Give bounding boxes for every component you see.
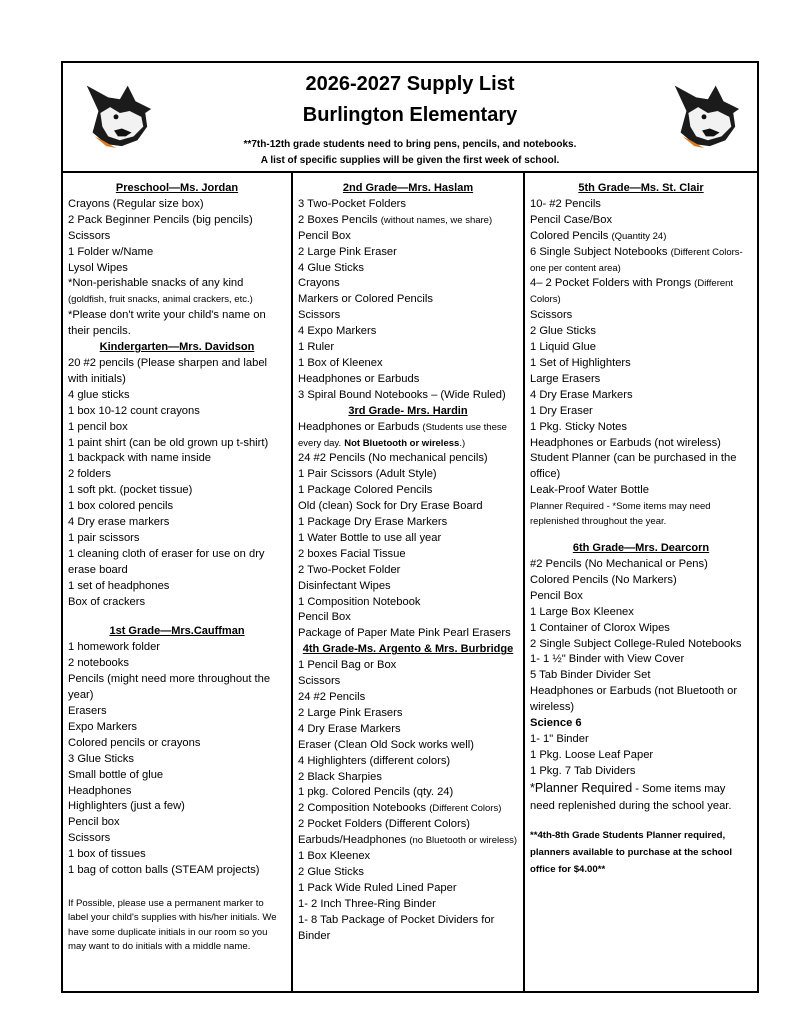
- list-item-text: 2 Boxes Pencils: [298, 213, 378, 226]
- list-item: 3 Two-Pocket Folders: [298, 197, 406, 210]
- list-item: 2 Two-Pocket Folder: [298, 563, 401, 576]
- list-item: 1 Water Bottle to use all year: [298, 531, 442, 544]
- list-item-note: (Quantity 24): [611, 230, 667, 242]
- list-item: (goldfish, fruit snacks, animal crackers, etc.): [68, 294, 253, 306]
- list-item: 1 Liquid Glue: [530, 341, 596, 354]
- list-item: 1 Ruler: [298, 341, 335, 354]
- list-item: 1 backpack with name inside: [68, 452, 212, 465]
- list-item: Pencils (might need more throughout the year): [68, 673, 271, 702]
- list-item: 1 Pkg. Loose Leaf Paper: [530, 748, 654, 761]
- list-item: 2 folders: [68, 468, 111, 481]
- list-item: Lysol Wipes: [68, 261, 128, 274]
- list-item: Disinfectant Wipes: [298, 579, 391, 592]
- list-item: Crayons: [298, 277, 340, 290]
- list-item: [298, 420, 518, 452]
- planner-note: [530, 780, 752, 815]
- header: [63, 63, 757, 173]
- list-item: Small bottle of glue: [68, 768, 164, 781]
- supply-list-frame: [61, 61, 759, 993]
- list-item: 2 Black Sharpies: [298, 770, 382, 783]
- list-item: 20 #2 pencils (Please sharpen and label with initials): [68, 356, 268, 385]
- list-item: 1 Pencil Bag or Box: [298, 659, 397, 672]
- list-item: 1 paint shirt (can be old grown up t-shirt): [68, 436, 269, 449]
- list-item: Scissors: [298, 309, 341, 322]
- list-item: *Please don't write your child's name on their pencils.: [68, 309, 266, 338]
- list-item: Markers or Colored Pencils: [298, 293, 433, 306]
- list-item: 1 Package Dry Erase Markers: [298, 516, 448, 529]
- list-item: 2 Large Pink Eraser: [298, 245, 397, 258]
- list-item-note: (Students use these every day.: [298, 421, 507, 449]
- list-item: 24 #2 Pencils: [298, 691, 366, 703]
- list-item: Headphones or Earbuds (not wireless): [530, 436, 721, 449]
- section-title-third-grade: 3rd Grade- Mrs. Hardin: [348, 404, 468, 417]
- list-item: 3 Glue Sticks: [68, 752, 134, 765]
- list-item: Pencil Case/Box: [530, 213, 613, 226]
- section-title-sixth-grade: 6th Grade—Mrs. Dearcorn: [572, 542, 710, 555]
- list-item: 1- 8 Tab Package of Pocket Dividers for Binder: [298, 913, 495, 942]
- list-item: Headphones or Earbuds (not Bluetooth or wireless): [530, 685, 738, 714]
- list-item: Pencil box: [68, 816, 120, 829]
- list-item: Eraser (Clean Old Sock works well): [298, 738, 474, 751]
- list-item: [530, 229, 752, 245]
- list-item: Scissors: [298, 675, 341, 688]
- list-item: 1- 2 Inch Three-Ring Binder: [298, 897, 436, 910]
- list-item-text: Colored Pencils: [530, 229, 609, 242]
- list-item: 1 Pkg. Sticky Notes: [530, 420, 627, 433]
- list-item: Leak-Proof Water Bottle: [530, 484, 649, 497]
- list-item: Old (clean) Sock for Dry Erase Board: [298, 500, 483, 513]
- list-item: Box of crackers: [68, 595, 146, 608]
- list-item: 3 Spiral Bound Notebooks – (Wide Ruled): [298, 388, 506, 401]
- list-item: 2 Pack Beginner Pencils (big pencils): [68, 213, 253, 226]
- list-item: 1 soft pkt. (pocket tissue): [68, 484, 193, 497]
- list-item: Scissors: [68, 229, 111, 242]
- list-item: [298, 801, 518, 817]
- list-item: Colored pencils or crayons: [68, 736, 201, 749]
- final-note: **4th-8th Grade Students Planner required, planners available to purchase at the school office for $4.00**: [530, 829, 733, 875]
- list-item: Expo Markers: [68, 720, 138, 733]
- list-item: 1- 1" Binder: [530, 733, 589, 745]
- list-item: Student Planner (can be purchased in the office): [530, 452, 737, 481]
- list-item-text: Earbuds/Headphones: [298, 834, 407, 847]
- first-grade-note: If Possible, please use a permanent marker to label your child's supplies with his/her initials. We have some duplicate initials in our room so you may want to do initials with a middle name.: [68, 897, 277, 953]
- list-item: Erasers: [68, 705, 107, 717]
- list-item: 2 Pocket Folders (Different Colors): [298, 818, 471, 831]
- list-item: 1 bag of cotton balls (STEAM projects): [68, 864, 260, 877]
- list-item: [530, 245, 752, 277]
- fifth-grade-note: Planner Required - *Some items may need replenished throughout the year.: [530, 501, 711, 528]
- list-item: Pencil Box: [298, 229, 351, 242]
- list-item: 4 Highlighters (different colors): [298, 754, 451, 767]
- list-item: 1 Box of Kleenex: [298, 356, 383, 369]
- list-item: 10- #2 Pencils: [530, 197, 601, 210]
- list-item: [530, 276, 752, 308]
- list-item: Headphones: [68, 784, 132, 797]
- list-item: 1 Composition Notebook: [298, 595, 421, 608]
- list-item-note-end: .): [459, 437, 466, 449]
- header-note-2: A list of specific supplies will be given the first week of school.: [260, 155, 560, 166]
- section-title-first-grade: 1st Grade—Mrs.Cauffman: [109, 625, 245, 638]
- list-item: Pencil Box: [530, 589, 583, 602]
- list-item: *Non-perishable snacks of any kind: [68, 277, 244, 290]
- husky-mascot-icon: [665, 71, 743, 151]
- list-item: 2 Glue Sticks: [530, 325, 596, 338]
- list-item: #2 Pencils (No Mechanical or Pens): [530, 558, 708, 571]
- list-item: 4 Expo Markers: [298, 325, 377, 338]
- list-item: 4 glue sticks: [68, 388, 130, 401]
- section-title-preschool: Preschool—Ms. Jordan: [115, 182, 239, 194]
- list-item: 1 Container of Clorox Wipes: [530, 621, 670, 634]
- list-item: 1 Pair Scissors (Adult Style): [298, 468, 437, 481]
- list-item: 4 Dry erase markers: [68, 516, 170, 529]
- list-item: 1 box colored pencils: [68, 500, 174, 513]
- list-item: Colored Pencils (No Markers): [530, 573, 677, 586]
- column-second-third-fourth: [293, 173, 525, 991]
- list-item: 1 Large Box Kleenex: [530, 605, 634, 618]
- list-item: 1- 1 ½" Binder with View Cover: [530, 653, 685, 666]
- planner-required: *Planner Required: [530, 780, 633, 795]
- school-name: Burlington Elementary: [302, 104, 518, 126]
- science-title: Science 6: [530, 717, 582, 730]
- list-item: 1 cleaning cloth of eraser for use on dry erase board: [68, 547, 265, 576]
- section-title-kindergarten: Kindergarten—Mrs. Davidson: [99, 341, 255, 354]
- list-item: 2 boxes Facial Tissue: [298, 547, 406, 560]
- list-item: 1 Box Kleenex: [298, 850, 371, 863]
- list-item-text: 4– 2 Pocket Folders with Prongs: [530, 277, 692, 290]
- list-item: Pencil Box: [298, 611, 351, 624]
- list-item: 4 Dry Erase Markers: [298, 722, 401, 735]
- list-item: Headphones or Earbuds: [298, 372, 420, 385]
- section-title-second-grade: 2nd Grade—Mrs. Haslam: [342, 182, 474, 194]
- list-item: Scissors: [68, 832, 111, 845]
- list-item: 2 Large Pink Erasers: [298, 706, 403, 719]
- list-item: 2 Glue Sticks: [298, 865, 364, 878]
- list-item: 1 Pkg. 7 Tab Dividers: [530, 764, 636, 777]
- list-item-note: (no Bluetooth or wireless): [409, 835, 518, 847]
- list-item-text: 6 Single Subject Notebooks: [530, 245, 668, 258]
- list-item: Scissors: [530, 309, 573, 322]
- list-item-note: (Different Colors): [530, 278, 734, 306]
- column-fifth-sixth: [525, 173, 757, 991]
- list-item: 1 box of tissues: [68, 848, 146, 861]
- list-item: 4 Dry Erase Markers: [530, 388, 633, 401]
- list-item-note: (Different Colors): [429, 803, 502, 815]
- list-item-note: (without names, we share): [380, 214, 493, 226]
- list-item: [298, 833, 518, 849]
- list-item: 2 notebooks: [68, 657, 129, 670]
- list-item: [298, 213, 518, 229]
- list-item-text: 2 Composition Notebooks: [298, 802, 427, 815]
- section-title-fifth-grade: 5th Grade—Ms. St. Clair: [578, 182, 704, 194]
- planner-note-rest: - Some items may need replenished during the school year.: [530, 782, 732, 812]
- section-title-fourth-grade: 4th Grade-Ms. Argento & Mrs. Burbridge: [302, 643, 514, 656]
- list-item: 1 pair scissors: [68, 531, 140, 544]
- list-item: 1 Pack Wide Ruled Lined Paper: [298, 881, 457, 894]
- list-item: 4 Glue Sticks: [298, 261, 364, 274]
- list-item-note: (Different Colors-one per content area): [530, 246, 743, 274]
- list-item: 1 Set of Highlighters: [530, 356, 631, 369]
- list-item: 1 pencil box: [68, 420, 128, 433]
- list-item: 5 Tab Binder Divider Set: [530, 669, 651, 682]
- list-item: 24 #2 Pencils (No mechanical pencils): [298, 452, 488, 465]
- list-item: 1 box 10-12 count crayons: [68, 404, 200, 417]
- list-item: 1 set of headphones: [68, 579, 170, 592]
- header-note-1: **7th-12th grade students need to bring pens, pencils, and notebooks.: [243, 139, 577, 150]
- list-item: 2 Single Subject College-Ruled Notebooks: [530, 637, 742, 650]
- column-preschool-kinder-first: [63, 173, 293, 991]
- list-item: Highlighters (just a few): [68, 800, 185, 813]
- list-item: 1 Package Colored Pencils: [298, 484, 433, 497]
- list-item: 1 homework folder: [68, 641, 161, 654]
- list-item-text: Headphones or Earbuds: [298, 420, 420, 433]
- list-item-note-bold: Not Bluetooth or wireless: [344, 437, 460, 449]
- list-item: 1 pkg. Colored Pencils (qty. 24): [298, 786, 454, 799]
- page-title: 2026-2027 Supply List: [305, 73, 515, 95]
- list-item: Large Erasers: [530, 372, 601, 385]
- list-item: Crayons (Regular size box): [68, 197, 204, 210]
- list-item: 1 Dry Eraser: [530, 404, 593, 417]
- list-item: Package of Paper Mate Pink Pearl Erasers: [298, 627, 511, 640]
- list-item: 1 Folder w/Name: [68, 245, 154, 258]
